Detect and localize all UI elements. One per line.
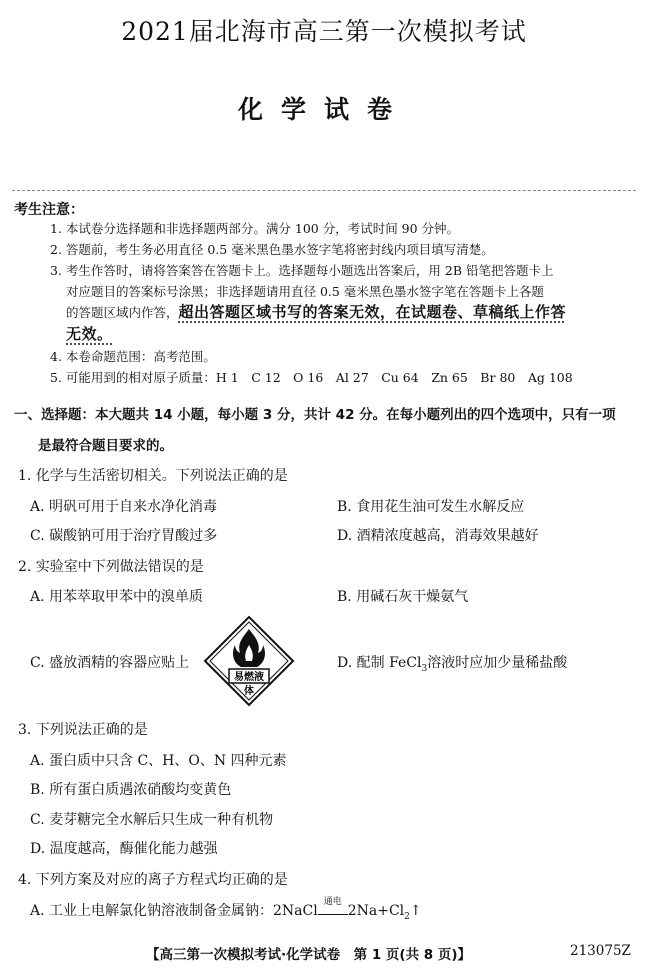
notice-emphasis-b: 无效。 [66, 325, 113, 343]
q2-option-d-head: D. 配制 FeCl [337, 655, 422, 671]
q2-option-c: C. 盛放酒精的容器应贴上 [30, 655, 190, 671]
question-2-stem: 2. 实验室中下列做法错误的是 [18, 559, 204, 575]
paper-subtitle: 化学试卷 [237, 95, 410, 124]
q3-option-b: B. 所有蛋白质遇浓硝酸均变黄色 [30, 782, 232, 798]
notice-line-2: 2. 答题前，考生务必用直径 0.5 毫米黑色墨水签字笔将密封线内项目填写清楚。 [50, 242, 494, 257]
q3-option-a: A. 蛋白质中只含 C、H、O、N 四种元素 [30, 753, 287, 769]
notice-line-3: 3. 考生作答时，请将答案答在答题卡上。选择题每小题选出答案后，用 2B 铅笔把答题卡上 [50, 263, 554, 278]
notice-line-1: 1. 本试卷分选择题和非选择题两部分。满分 100 分，考试时间 90 分钟。 [50, 221, 460, 236]
notice-line-4: 4. 本卷命题范围：高考范围。 [50, 349, 216, 364]
notice-emphasis-a: 超出答题区域书写的答案无效，在试题卷、草稿纸上作答 [178, 303, 567, 321]
reaction-equals-bar [318, 914, 348, 915]
q1-option-b: B. 食用花生油可发生水解反应 [337, 499, 525, 515]
q2-option-d-tail: 溶液时应加少量稀盐酸 [427, 655, 568, 671]
q1-option-d: D. 酒精浓度越高，消毒效果越好 [337, 528, 539, 544]
q4-option-a-subscript: 2 [404, 911, 410, 922]
notice-heading: 考生注意： [14, 202, 84, 218]
exam-title: 2021届北海市高三第一次模拟考试 [121, 17, 527, 46]
flammable-liquid-sign-icon [203, 615, 295, 707]
q1-option-a: A. 明矾可用于自来水净化消毒 [30, 499, 218, 515]
q4-option-a-text: A. 工业上电解氯化钠溶液制备金属钠：2NaCl [30, 903, 318, 919]
q4-option-a-product: 2Na+Cl [347, 903, 405, 919]
q4-option-a [30, 897, 422, 922]
divider [12, 190, 636, 191]
q2-option-a: A. 用苯萃取甲苯中的溴单质 [30, 589, 204, 605]
reaction-condition [318, 897, 348, 915]
paper-code: 213075Z [570, 943, 631, 959]
notice-line-3c [66, 302, 566, 323]
notice-line-3c-text: 的答题区域内作答， [66, 305, 179, 320]
notice-line-5: 5. 可能用到的相对原子质量：H 1 C 12 O 16 Al 27 Cu 64 Zn 65 Br 80 Ag 108 [50, 370, 573, 385]
question-1-stem: 1. 化学与生活密切相关。下列说法正确的是 [18, 468, 288, 484]
q3-option-d: D. 温度越高，酶催化能力越强 [30, 841, 218, 857]
q2-option-d [337, 652, 567, 674]
q1-option-c: C. 碳酸钠可用于治疗胃酸过多 [30, 528, 218, 544]
q2-option-d-subscript: 3 [421, 663, 428, 674]
gas-arrow: ↑ [409, 903, 422, 919]
section-heading-line-1: 一、选择题：本大题共 14 小题，每小题 3 分，共计 42 分。在每小题列出的四个选项中，只有一项 [14, 407, 616, 423]
sign-text-1: 易燃液 [234, 672, 264, 683]
section-heading-line-2: 是最符合题目要求的。 [38, 438, 173, 454]
page-footer: 【高三第一次模拟考试·化学试卷 第 1 页(共 8 页)】 [146, 947, 472, 963]
notice-line-3b: 对应题目的答案标号涂黑；非选择题请用直径 0.5 毫米黑色墨水签字笔在答题卡上各题 [66, 284, 544, 299]
question-4-stem: 4. 下列方案及对应的离子方程式均正确的是 [18, 872, 288, 888]
q3-option-c: C. 麦芽糖完全水解后只生成一种有机物 [30, 812, 274, 828]
reaction-condition-label: 通电 [323, 897, 342, 907]
notice-line-3d [66, 324, 113, 345]
sign-text-2: 体 [244, 686, 254, 697]
question-3-stem: 3. 下列说法正确的是 [18, 722, 148, 738]
q2-option-b: B. 用碱石灰干燥氨气 [337, 589, 469, 605]
